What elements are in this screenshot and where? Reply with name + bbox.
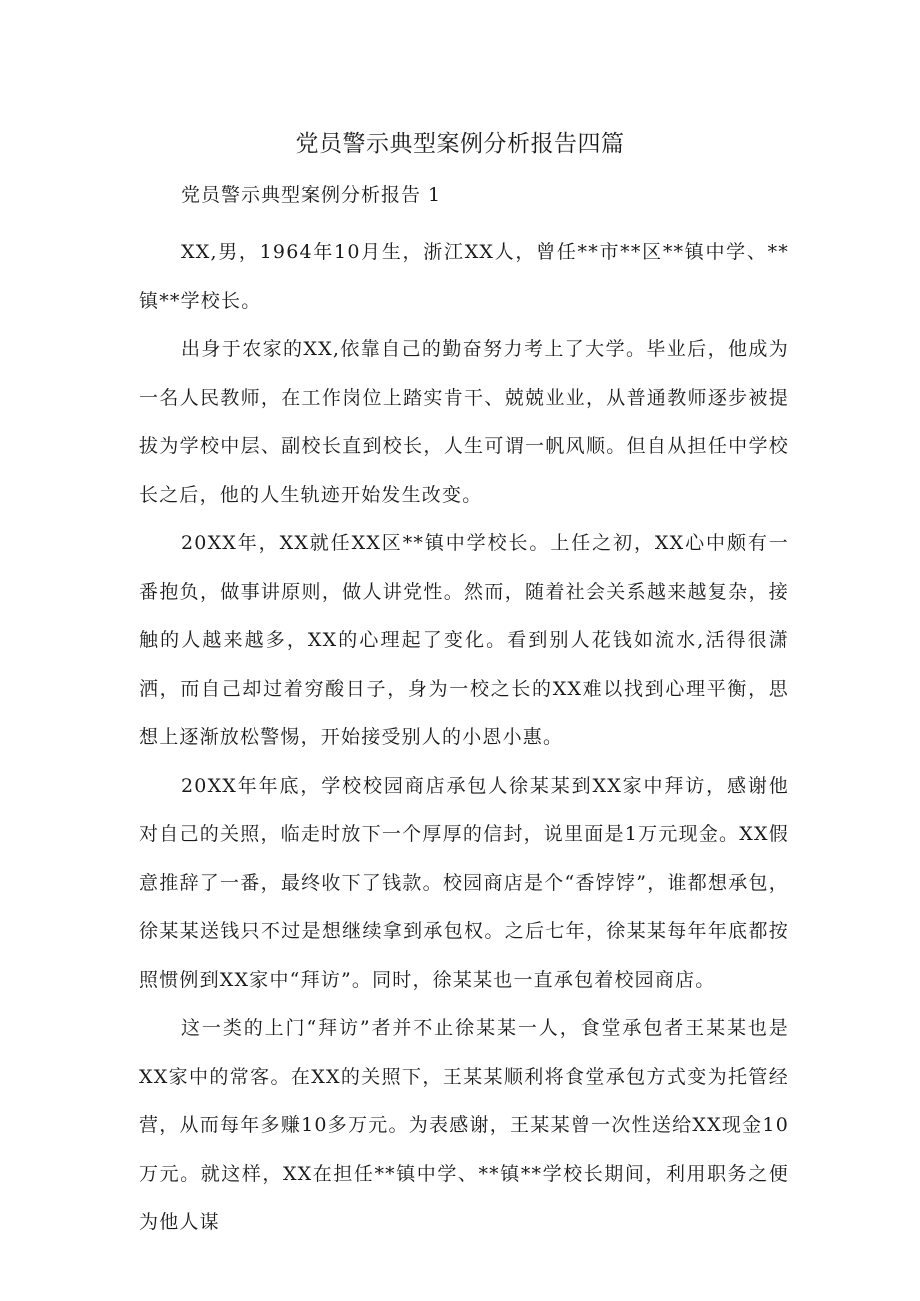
document-body bbox=[139, 228, 789, 1247]
document-title: 党员警示典型案例分析报告四篇 bbox=[295, 131, 625, 157]
paragraph: 20XX年年底，学校校园商店承包人徐某某到XX家中拜访，感谢他对自己的关照，临走时放下一个厚厚的信封，说里面是1万元现金。XX假意推辞了一番，最终收下了钱款。校园商店是个“香饽饽”，谁都想承包，徐某某送钱只不过是想继续拿到承包权。之后七年，徐某某每年年底都按照惯例到XX家中“拜访”。同时，徐某某也一直承包着校园商店。 bbox=[139, 774, 789, 991]
paragraph: XX,男，1964年10月生，浙江XX人，曾任**市**区**镇中学、**镇**学校长。 bbox=[139, 241, 789, 312]
section-heading: 党员警示典型案例分析报告 1 bbox=[181, 184, 442, 206]
paragraph: 20XX年，XX就任XX区**镇中学校长。上任之初，XX心中颇有一番抱负，做事讲原则，做人讲党性。然而，随着社会关系越来越复杂，接触的人越来越多，XX的心理起了变化。看到别人花钱如流水,活得很潇洒，而自己却过着穷酸日子，身为一校之长的XX难以找到心理平衡，思想上逐渐放松警惕，开始接受别人的小恩小惠。 bbox=[139, 532, 789, 748]
paragraph: 出身于农家的XX,依靠自己的勤奋努力考上了大学。毕业后，他成为一名人民教师，在工作岗位上踏实肯干、兢兢业业，从普通教师逐步被提拔为学校中层、副校长直到校长，人生可谓一帆风顺。但自从担任中学校长之后，他的人生轨迹开始发生改变。 bbox=[139, 338, 789, 506]
paragraph: 这一类的上门“拜访”者并不止徐某某一人，食堂承包者王某某也是XX家中的常客。在XX的关照下，王某某顺利将食堂承包方式变为托管经营，从而每年多赚10多万元。为表感谢，王某某曾一次性送给XX现金10万元。就这样，XX在担任**镇中学、**镇**学校长期间，利用职务之便为他人谋 bbox=[139, 1017, 789, 1233]
